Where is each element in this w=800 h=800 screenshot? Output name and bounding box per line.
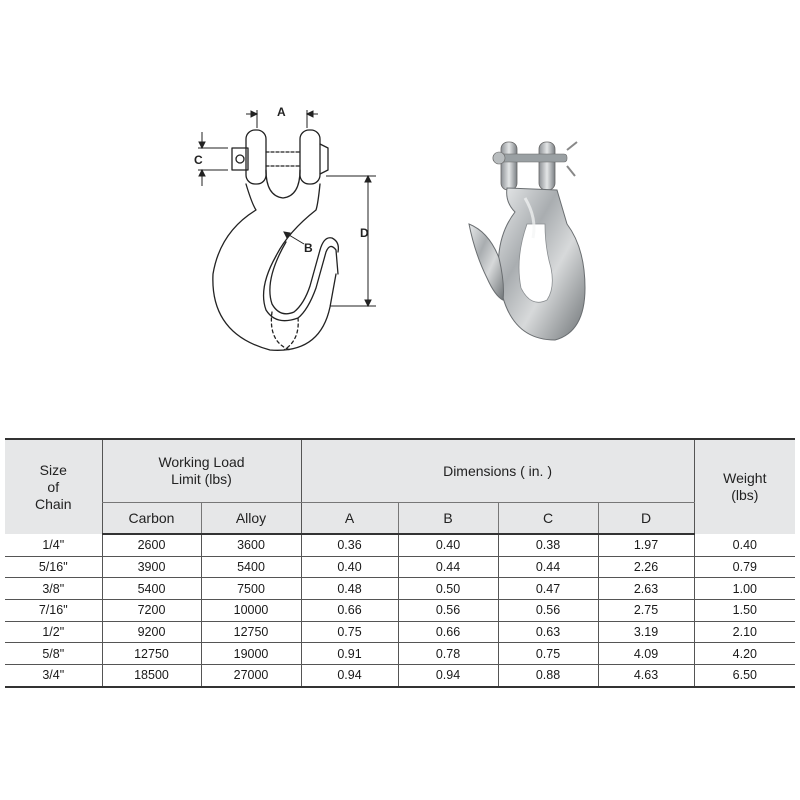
hook-diagram <box>180 92 400 362</box>
cell-dim-d: 2.26 <box>598 556 694 578</box>
cell-weight: 2.10 <box>694 621 795 643</box>
header-dimensions: Dimensions ( in. ) <box>301 439 694 503</box>
header-carbon: Carbon <box>102 503 201 535</box>
cell-alloy: 7500 <box>201 578 301 600</box>
dim-label-b: B <box>304 241 313 255</box>
cell-size: 3/4" <box>42 668 65 683</box>
cell-dim-b: 0.50 <box>398 578 498 600</box>
header-dim-b: B <box>398 503 498 535</box>
cell-carbon: 7200 <box>102 600 201 622</box>
dim-label-c: C <box>194 153 203 167</box>
cell-dim-c: 0.47 <box>498 578 598 600</box>
header-size-of-chain: Size of Chain <box>5 439 102 534</box>
table-row <box>5 578 795 600</box>
dim-label-a: A <box>277 105 286 119</box>
cell-dim-a: 0.40 <box>301 556 398 578</box>
cell-carbon: 9200 <box>102 621 201 643</box>
cell-dim-c: 0.75 <box>498 643 598 665</box>
cell-dim-a: 0.75 <box>301 621 398 643</box>
cell-dim-c: 0.44 <box>498 556 598 578</box>
cell-alloy: 19000 <box>201 643 301 665</box>
cell-dim-a: 0.48 <box>301 578 398 600</box>
cell-size: 5/8" <box>42 646 65 661</box>
cell-dim-d: 2.75 <box>598 600 694 622</box>
cell-dim-b: 0.66 <box>398 621 498 643</box>
cell-alloy: 5400 <box>201 556 301 578</box>
cell-weight: 1.00 <box>694 578 795 600</box>
cell-dim-b: 0.78 <box>398 643 498 665</box>
cell-size: 7/16" <box>38 603 68 618</box>
cell-dim-d: 3.19 <box>598 621 694 643</box>
cell-weight: 4.20 <box>694 643 795 665</box>
cell-alloy: 10000 <box>201 600 301 622</box>
header-working-load-limit: Working Load Limit (lbs) <box>102 439 301 503</box>
cell-dim-d: 4.09 <box>598 643 694 665</box>
header-alloy: Alloy <box>201 503 301 535</box>
specifications-table <box>5 438 795 688</box>
cell-carbon: 3900 <box>102 556 201 578</box>
cell-dim-d: 1.97 <box>598 534 694 556</box>
cell-carbon: 12750 <box>102 643 201 665</box>
cell-dim-c: 0.38 <box>498 534 598 556</box>
cell-weight: 0.79 <box>694 556 795 578</box>
cell-dim-d: 4.63 <box>598 665 694 687</box>
cell-size: 1/4" <box>42 537 65 552</box>
cell-alloy: 12750 <box>201 621 301 643</box>
cell-alloy: 27000 <box>201 665 301 687</box>
cell-dim-a: 0.36 <box>301 534 398 556</box>
cell-alloy: 3600 <box>201 534 301 556</box>
cell-carbon: 2600 <box>102 534 201 556</box>
table-row <box>5 665 795 687</box>
cell-dim-b: 0.40 <box>398 534 498 556</box>
table-row <box>5 643 795 665</box>
cell-dim-b: 0.44 <box>398 556 498 578</box>
table-row <box>5 534 795 556</box>
table-row <box>5 621 795 643</box>
cell-size: 3/8" <box>42 581 65 596</box>
cell-dim-c: 0.88 <box>498 665 598 687</box>
cell-weight: 6.50 <box>694 665 795 687</box>
cell-dim-a: 0.91 <box>301 643 398 665</box>
cell-dim-a: 0.94 <box>301 665 398 687</box>
cell-dim-d: 2.63 <box>598 578 694 600</box>
cell-dim-b: 0.56 <box>398 600 498 622</box>
cell-dim-b: 0.94 <box>398 665 498 687</box>
cell-weight: 0.40 <box>694 534 795 556</box>
cell-dim-a: 0.66 <box>301 600 398 622</box>
cell-weight: 1.50 <box>694 600 795 622</box>
dim-label-d: D <box>360 226 369 240</box>
clevis-left-ear <box>246 130 266 184</box>
header-dim-d: D <box>598 503 694 535</box>
header-dim-a: A <box>301 503 398 535</box>
cell-carbon: 5400 <box>102 578 201 600</box>
hook-photo <box>455 128 605 358</box>
table-row <box>5 556 795 578</box>
clevis-right-ear <box>300 130 320 184</box>
cell-size: 1/2" <box>42 625 65 640</box>
cell-dim-c: 0.56 <box>498 600 598 622</box>
header-dim-c: C <box>498 503 598 535</box>
cell-size: 5/16" <box>38 560 68 575</box>
cell-dim-c: 0.63 <box>498 621 598 643</box>
header-weight: Weight (lbs) <box>694 439 795 534</box>
table-row <box>5 600 795 622</box>
cell-carbon: 18500 <box>102 665 201 687</box>
